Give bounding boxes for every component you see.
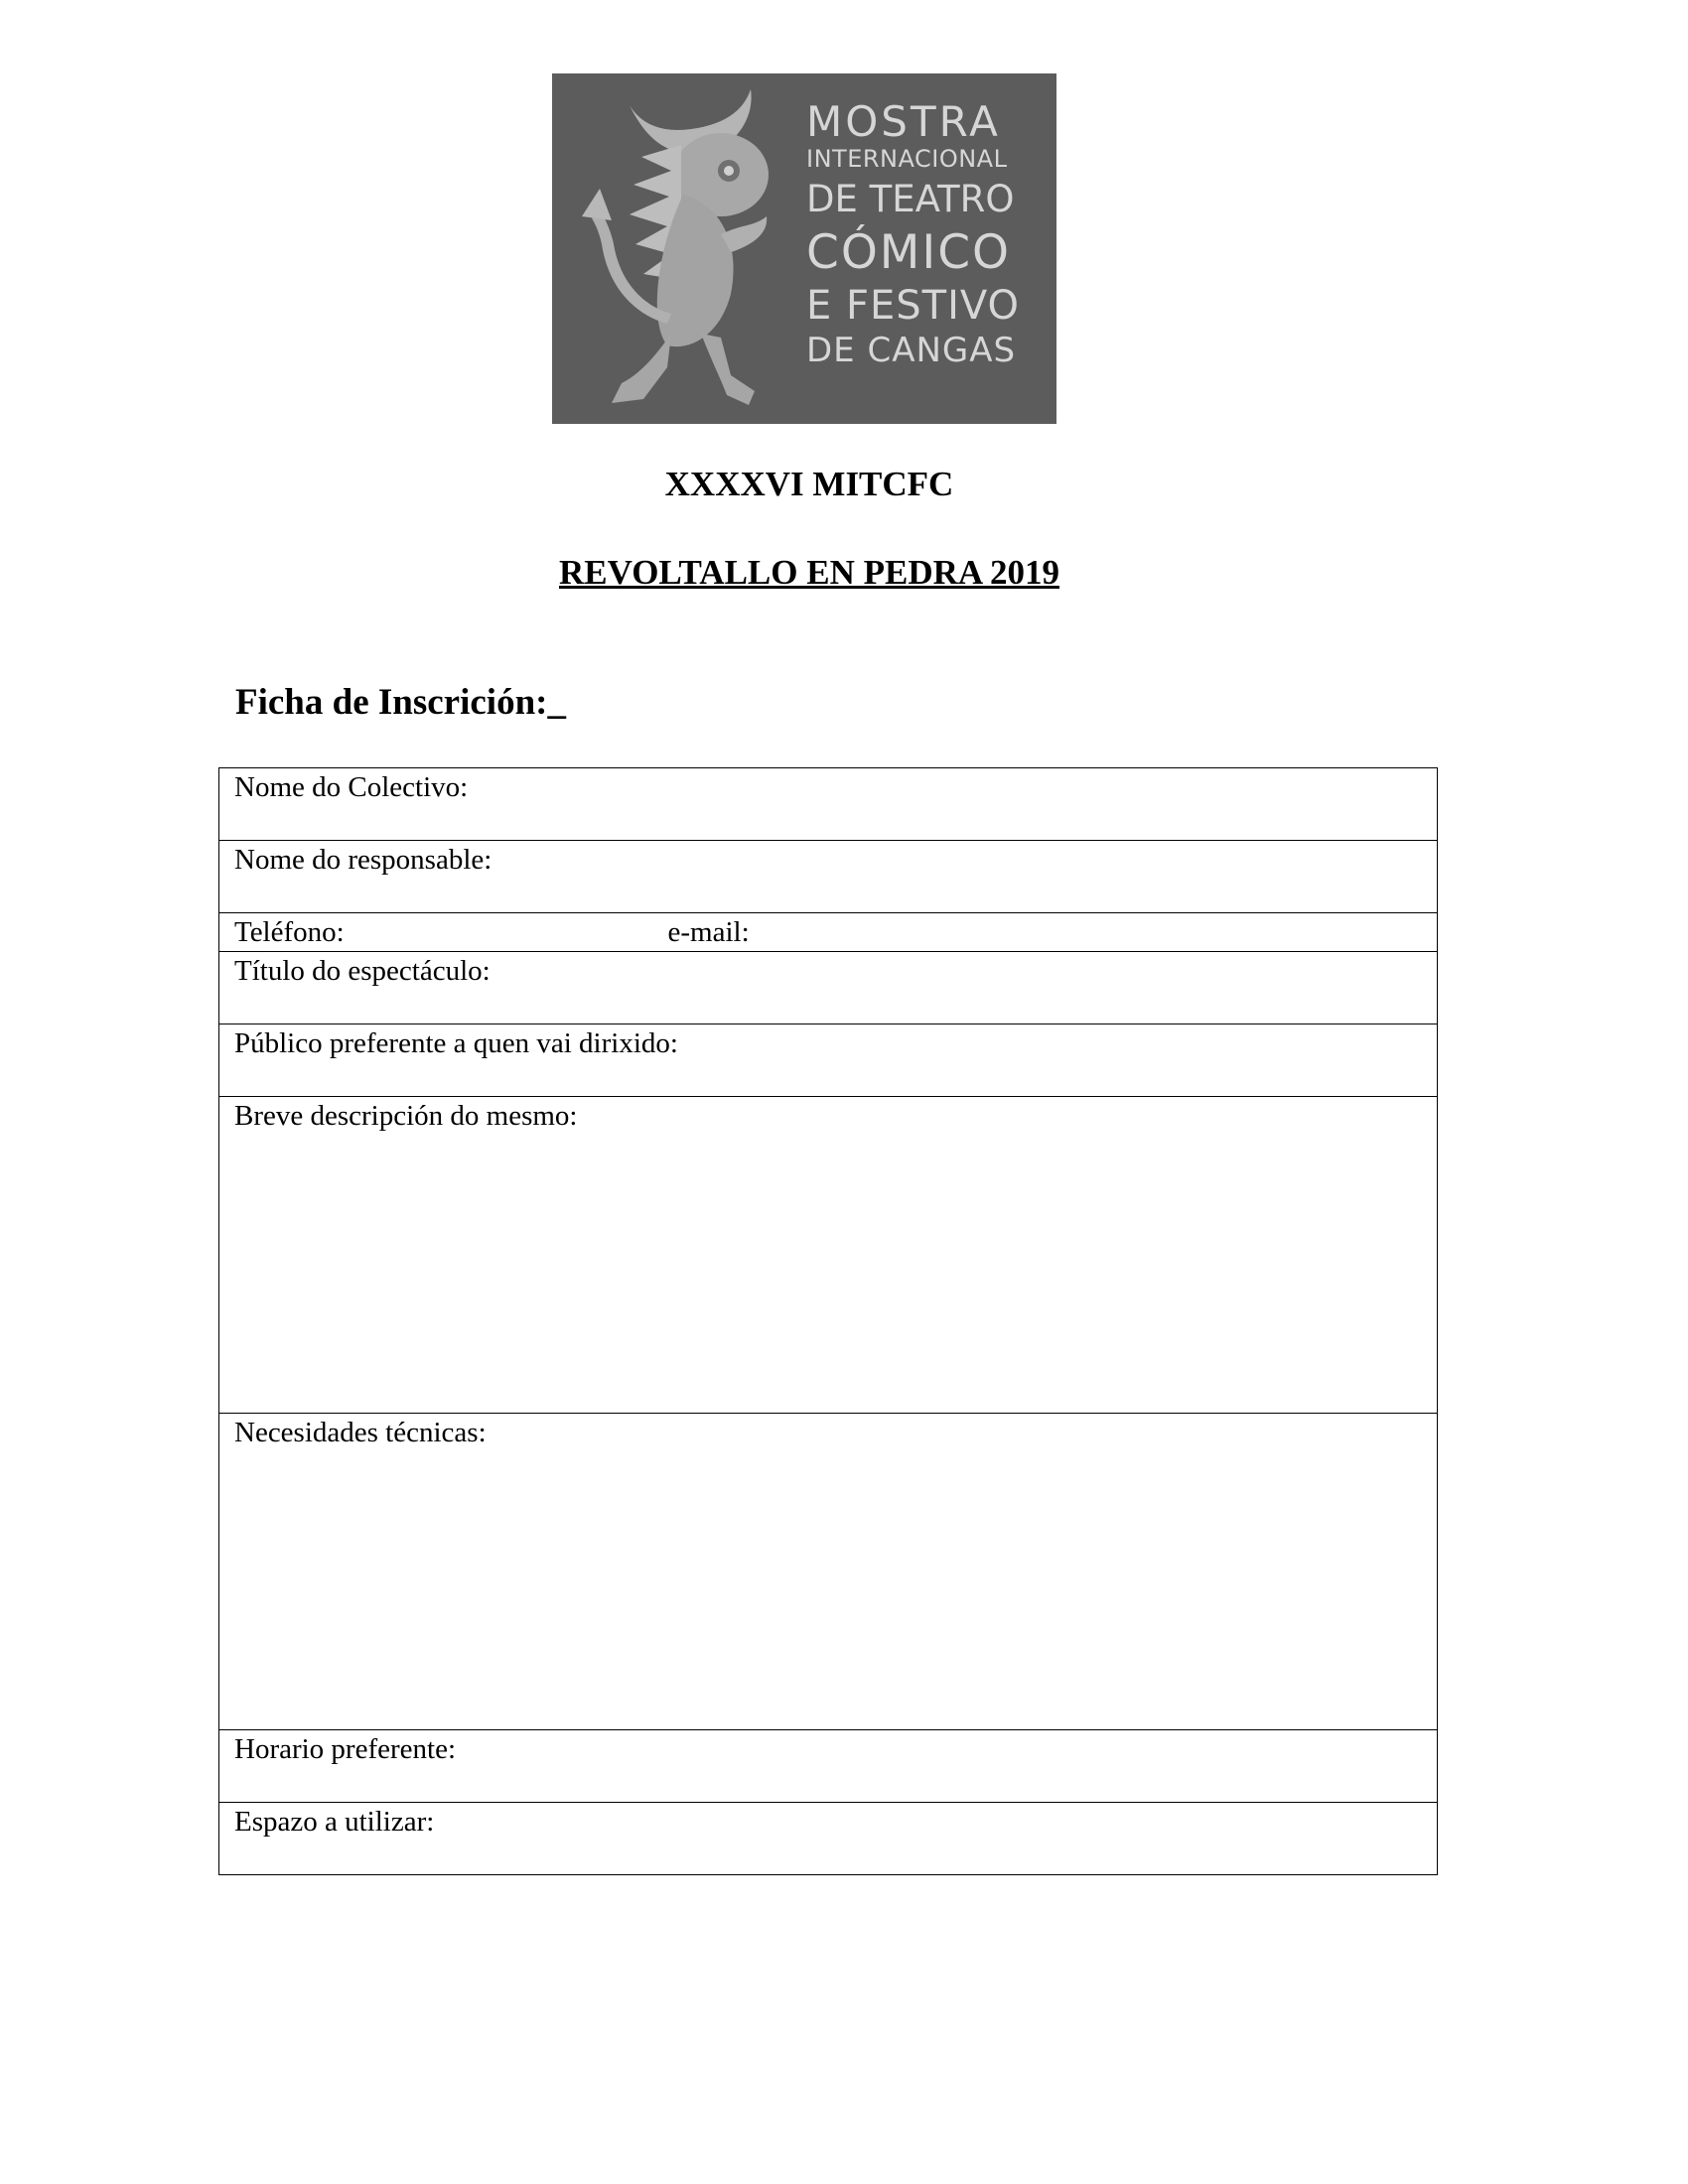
festival-logo <box>552 73 1056 424</box>
logo-text-line: DE TEATRO <box>806 178 1015 220</box>
schedule-field[interactable] <box>219 1730 1438 1803</box>
logo-text-line: E FESTIVO <box>806 283 1021 329</box>
field-label: Necesidades técnicas: <box>234 1417 487 1448</box>
description-field[interactable] <box>219 1097 1438 1414</box>
field-label: Nome do Colectivo: <box>234 771 469 803</box>
phone-label: Teléfono: <box>234 916 345 948</box>
registration-form <box>218 767 1438 1875</box>
field-label: Público preferente a quen vai dirixido: <box>234 1027 678 1059</box>
field-label: Nome do responsable: <box>234 844 492 876</box>
form-row-collective <box>219 768 1438 841</box>
form-heading: Ficha de Inscrición:_ <box>235 682 566 723</box>
form-row-schedule <box>219 1730 1438 1803</box>
logo-text-line: CÓMICO <box>806 225 1012 280</box>
logo-text-line: DE CANGAS <box>806 331 1017 370</box>
responsible-name-field[interactable] <box>219 841 1438 913</box>
field-label: Título do espectáculo: <box>234 955 491 987</box>
space-field[interactable] <box>219 1803 1438 1875</box>
logo-text-line: INTERNACIONAL <box>806 145 1008 173</box>
field-label: Espazo a utilizar: <box>234 1806 435 1838</box>
email-label: e-mail: <box>667 916 750 948</box>
form-row-audience <box>219 1024 1438 1097</box>
event-subtitle: REVOLTALLO EN PEDRA 2019 <box>559 553 1059 592</box>
form-row-contact <box>219 913 1438 952</box>
technical-needs-field[interactable] <box>219 1414 1438 1730</box>
form-row-responsible <box>219 841 1438 913</box>
field-label: Breve descripción do mesmo: <box>234 1100 578 1132</box>
form-row-technical <box>219 1414 1438 1730</box>
contact-field[interactable] <box>219 913 1438 952</box>
show-title-field[interactable] <box>219 952 1438 1024</box>
form-row-description <box>219 1097 1438 1414</box>
form-row-show-title <box>219 952 1438 1024</box>
logo-text-line: MOSTRA <box>806 97 1001 146</box>
audience-field[interactable] <box>219 1024 1438 1097</box>
collective-name-field[interactable] <box>219 768 1438 841</box>
devil-mascot-icon <box>572 85 800 413</box>
field-label: Horario preferente: <box>234 1733 457 1765</box>
form-row-space <box>219 1803 1438 1875</box>
edition-title: XXXXVI MITCFC <box>664 465 954 503</box>
